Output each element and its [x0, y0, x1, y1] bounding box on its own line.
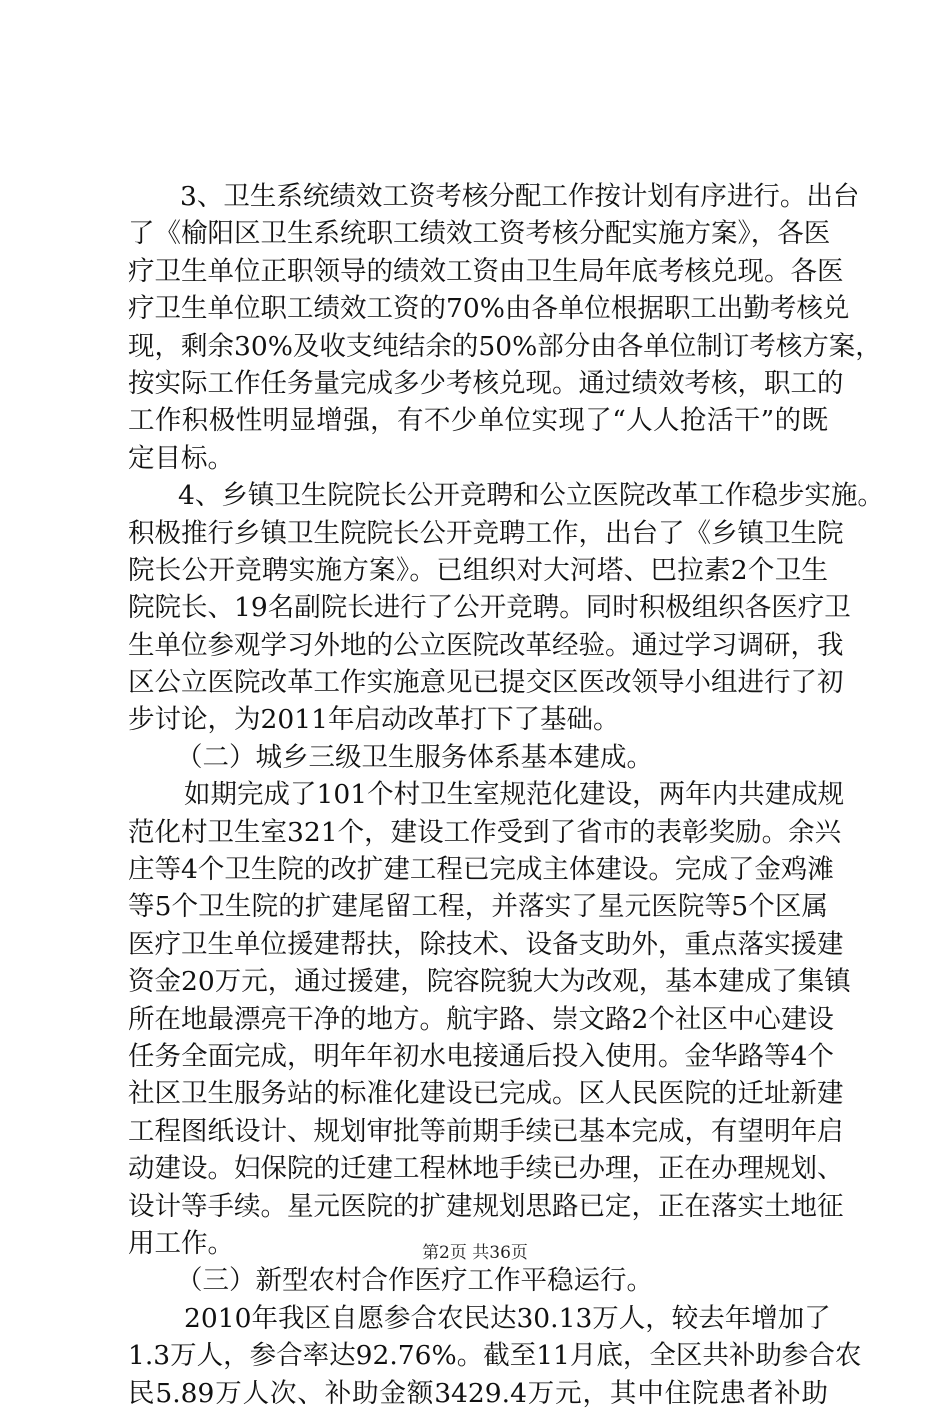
text-line-10: 积极推行乡镇卫生院院长公开竞聘工作，出台了《乡镇卫生院	[128, 517, 844, 549]
text-line-25: 社区卫生服务站的标准化建设已完成。区人民医院的迁址新建	[128, 1078, 844, 1110]
text-line-1: 3、卫生系统绩效工资考核分配工作按计划有序进行。出台	[180, 181, 860, 212]
text-line-12: 院院长、19名副院长进行了公开竞聘。同时积极组织各医疗卫	[128, 592, 851, 624]
text-line-21: 医疗卫生单位援建帮扶，除技术、设备支助外，重点落实援建	[128, 928, 844, 960]
text-line-31: 2010年我区自愿参合农民达30.13万人，较去年增加了	[184, 1302, 831, 1334]
text-line-23: 所在地最漂亮干净的地方。航宇路、崇文路2个社区中心建设	[128, 1003, 834, 1035]
text-line-29: 用工作。	[128, 1227, 234, 1259]
text-line-7: 工作积极性明显增强，有不少单位实现了“人人抢活干”的既	[128, 405, 828, 437]
text-line-27: 动建设。妇保院的迁建工程林地手续已办理，正在办理规划、	[128, 1153, 844, 1185]
page-footer	[0, 1238, 950, 1263]
text-line-14: 区公立医院改革工作实施意见已提交区医改领导小组进行了初	[128, 667, 844, 699]
document-body	[128, 178, 884, 1412]
text-line-22: 资金20万元，通过援建，院容院貌大为改观，基本建成了集镇	[128, 966, 851, 998]
text-line-9: 4、乡镇卫生院院长公开竞聘和公立医院改革工作稳步实施。	[178, 480, 884, 512]
text-line-3: 疗卫生单位正职领导的绩效工资由卫生局年底考核兑现。各医	[128, 255, 844, 287]
text-line-5: 现，剩余30%及收支纯结余的50%部分由各单位制订考核方案，	[128, 330, 882, 362]
section-heading-2: （二）城乡三级卫生服务体系基本建成。	[176, 741, 653, 773]
text-line-2: 了《榆阳区卫生系统职工绩效工资考核分配实施方案》，各医	[128, 218, 831, 250]
text-line-18: 范化村卫生室321个，建设工作受到了省市的表彰奖励。余兴	[128, 816, 842, 848]
section-heading-3: （三）新型农村合作医疗工作平稳运行。	[176, 1265, 653, 1297]
text-line-15: 步讨论，为2011年启动改革打下了基础。	[128, 704, 620, 736]
text-line-17: 如期完成了101个村卫生室规范化建设，两年内共建成规	[184, 779, 845, 811]
text-line-24: 任务全面完成，明年年初水电接通后投入使用。金华路等4个	[128, 1040, 834, 1072]
text-line-19: 庄等4个卫生院的改扩建工程已完成主体建设。完成了金鸡滩	[128, 854, 834, 886]
text-line-26: 工程图纸设计、规划审批等前期手续已基本完成，有望明年启	[128, 1115, 844, 1147]
text-line-4: 疗卫生单位职工绩效工资的70%由各单位根据职工出勤考核兑	[128, 293, 850, 325]
text-line-13: 生单位参观学习外地的公立医院改革经验。通过学习调研，我	[128, 629, 844, 661]
text-line-33: 民5.89万人次、补助金额3429.4万元，其中住院患者补助	[128, 1377, 828, 1409]
text-line-32: 1.3万人，参合率达92.76%。截至11月底，全区共补助参合农	[128, 1340, 862, 1372]
text-line-20: 等5个卫生院的扩建尾留工程，并落实了星元医院等5个区属	[128, 891, 828, 923]
text-line-6: 按实际工作任务量完成多少考核兑现。通过绩效考核，职工的	[128, 367, 844, 399]
text-line-11: 院长公开竞聘实施方案》。已组织对大河塔、巴拉素2个卫生	[128, 554, 828, 586]
page-number-label: 第2页 共36页	[422, 1243, 528, 1263]
text-line-28: 设计等手续。星元医院的扩建规划思路已定，正在落实土地征	[128, 1190, 844, 1222]
text-line-8: 定目标。	[128, 442, 234, 474]
